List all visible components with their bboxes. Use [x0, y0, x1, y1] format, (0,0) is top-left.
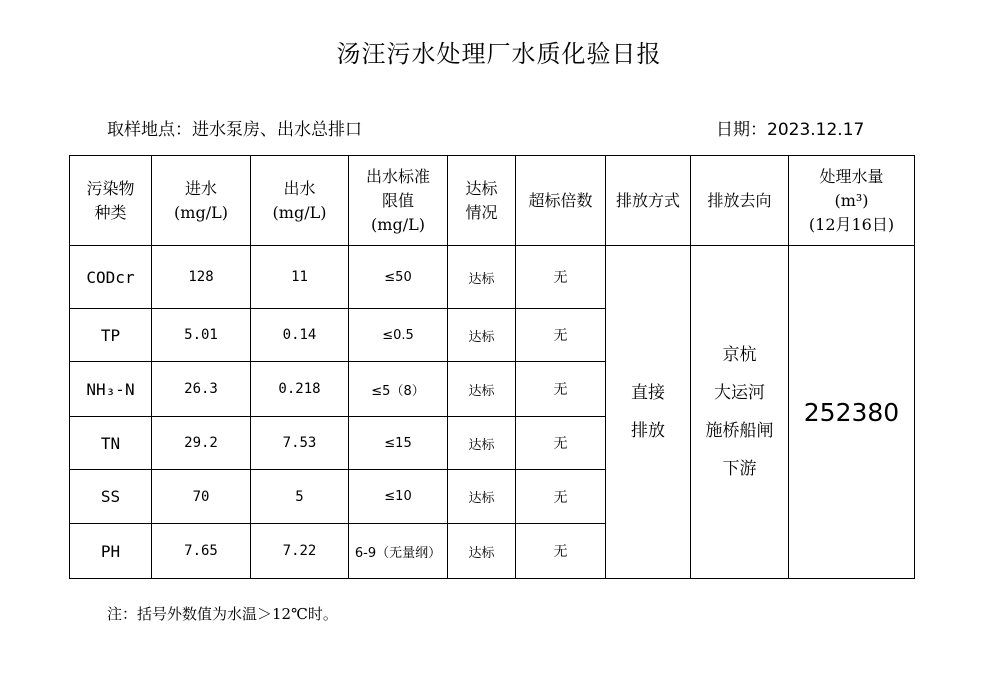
exceed-cell: 无 — [516, 246, 606, 309]
table-row — [70, 246, 915, 309]
compliance-cell: 达标 — [448, 524, 516, 579]
pollutant-cell: CODcr — [70, 246, 152, 309]
effluent-cell: 0.14 — [251, 309, 349, 362]
compliance-cell: 达标 — [448, 417, 516, 470]
compliance-cell: 达标 — [448, 362, 516, 417]
header-pollutant: 污染物 种类 — [70, 156, 152, 246]
report-date: 日期：2023.12.17 — [716, 120, 865, 140]
limit-cell: ≤10 — [349, 470, 448, 524]
limit-cell: ≤15 — [349, 417, 448, 470]
compliance-cell: 达标 — [448, 309, 516, 362]
influent-cell: 128 — [152, 246, 251, 309]
compliance-cell: 达标 — [448, 470, 516, 524]
sampling-location: 取样地点：进水泵房、出水总排口 — [107, 120, 362, 140]
header-row — [70, 156, 915, 246]
header-influent: 进水 (mg/L) — [152, 156, 251, 246]
effluent-cell: 7.53 — [251, 417, 349, 470]
limit-cell: ≤50 — [349, 246, 448, 309]
header-method: 排放方式 — [606, 156, 691, 246]
effluent-cell: 11 — [251, 246, 349, 309]
influent-cell: 26.3 — [152, 362, 251, 417]
influent-cell: 7.65 — [152, 524, 251, 579]
effluent-cell: 5 — [251, 470, 349, 524]
limit-cell: ≤5（8） — [349, 362, 448, 417]
limit-cell: 6-9（无量纲） — [349, 524, 448, 579]
report-title: 汤汪污水处理厂水质化验日报 — [336, 40, 662, 68]
exceed-cell: 无 — [516, 417, 606, 470]
exceed-cell: 无 — [516, 309, 606, 362]
exceed-cell: 无 — [516, 470, 606, 524]
pollutant-cell: TN — [70, 417, 152, 470]
pollutant-cell: PH — [70, 524, 152, 579]
header-exceed: 超标倍数 — [516, 156, 606, 246]
discharge-method-cell: 直接 排放 — [606, 246, 691, 579]
pollutant-cell: SS — [70, 470, 152, 524]
footnote: 注：括号外数值为水温＞12℃时。 — [107, 605, 338, 623]
header-compliance: 达标 情况 — [448, 156, 516, 246]
limit-cell: ≤0.5 — [349, 309, 448, 362]
exceed-cell: 无 — [516, 524, 606, 579]
influent-cell: 5.01 — [152, 309, 251, 362]
discharge-destination-cell: 京杭 大运河 施桥船闸 下游 — [691, 246, 789, 579]
header-destination: 排放去向 — [691, 156, 789, 246]
influent-cell: 70 — [152, 470, 251, 524]
treated-volume-cell: 252380 — [789, 246, 915, 579]
header-volume: 处理水量 (m³) (12月16日) — [789, 156, 915, 246]
effluent-cell: 7.22 — [251, 524, 349, 579]
header-limit: 出水标准 限值 (mg/L) — [349, 156, 448, 246]
header-effluent: 出水 (mg/L) — [251, 156, 349, 246]
influent-cell: 29.2 — [152, 417, 251, 470]
compliance-cell: 达标 — [448, 246, 516, 309]
pollutant-cell: TP — [70, 309, 152, 362]
water-quality-table — [69, 155, 915, 579]
exceed-cell: 无 — [516, 362, 606, 417]
pollutant-cell: NH₃-N — [70, 362, 152, 417]
effluent-cell: 0.218 — [251, 362, 349, 417]
